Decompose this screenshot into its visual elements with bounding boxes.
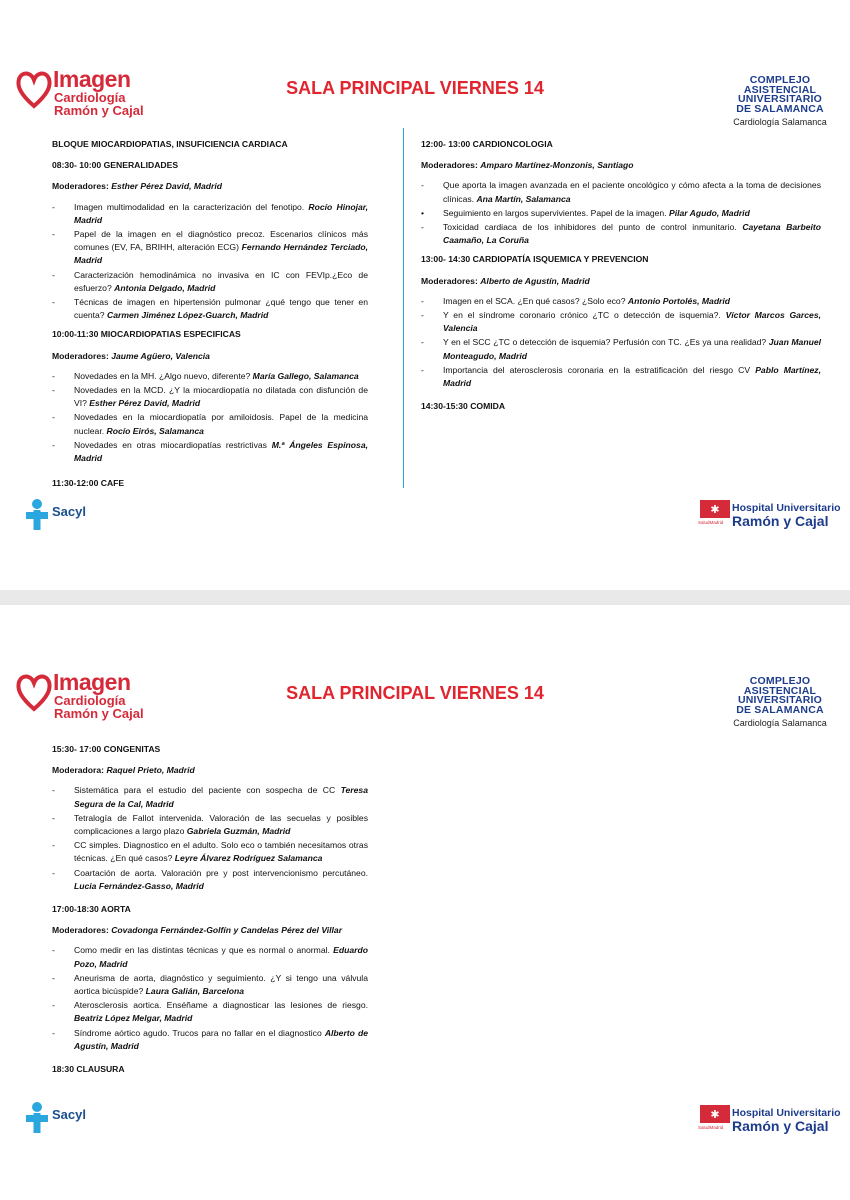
heart-icon — [16, 673, 52, 713]
speaker-name: M.ª Ángeles Espinosa, Madrid — [74, 439, 369, 464]
imagen-cardiologia-logo — [16, 68, 146, 116]
sacyl-cross-icon — [22, 1101, 52, 1135]
page-title: SALA PRINCIPAL VIERNES 14 — [286, 683, 544, 703]
talk-item: - Novedades en la miocardiopatía por amiloidosis. Papel de la medicina nuclear. Rocío Eirós, Salamanca — [52, 411, 368, 437]
talk-list — [52, 370, 368, 465]
complex-line-1: COMPLEJO — [749, 675, 811, 687]
speaker-name: Antonio Portolés, Madrid — [627, 295, 731, 306]
speaker-name: Gabriela Guzmán, Madrid — [186, 826, 291, 837]
heart-icon — [16, 70, 52, 110]
hospital-line-1: Hospital Universitario — [732, 502, 841, 514]
hospital-star-icon — [700, 1105, 730, 1125]
talk-item: - Aterosclerosis aortica. Enséñame a diagnosticar las lesiones de riesgo. Beatriz López Melgar, Madrid — [52, 999, 368, 1025]
talk-item: - Novedades en la MH. ¿Algo nuevo, diferente? María Gallego, Salamanca — [52, 370, 368, 383]
sacyl-label: Sacyl — [52, 1107, 86, 1122]
talk-item: - Papel de la imagen en el diagnóstico precoz. Escenarios clínicos más comunes (EV, FA, BRIHH, alteración ECG) Fernando Hernández Terciado, Madrid — [52, 228, 368, 268]
hospital-line-1: Hospital Universitario — [732, 1107, 841, 1119]
speaker-name: Fernando Hernández Terciado, Madrid — [74, 242, 369, 266]
speaker-name: Carmen Jiménez López-Guarch, Madrid — [106, 310, 269, 321]
program-page-1 — [0, 0, 850, 590]
complex-line-4: DE SALAMANCA — [736, 102, 824, 115]
talk-item: - Toxicidad cardiaca de los inhibidores del punto de control inmunitario. Cayetana Barbeito Caamaño, La Coruña — [421, 221, 821, 247]
talk-item: • Seguimiento en largos supervivientes. Papel de la imagen. Pilar Agudo, Madrid — [421, 207, 821, 220]
logo-word-cardiologia: Cardiología — [54, 693, 126, 708]
session-title: 17:00-18:30 AORTA — [52, 904, 131, 915]
main-column — [52, 739, 368, 1084]
talk-item: - Coartación de aorta. Valoración pre y post intervencionismo percutáneo. Lucia Fernández-Gasso, Madrid — [52, 867, 368, 893]
moderators: Moderadores: Jaume Agüero, Valencia — [52, 350, 210, 361]
talk-item: - Imagen multimodalidad en la caracterización del fenotipo. Rocío Hinojar, Madrid — [52, 201, 368, 227]
talk-item: - Técnicas de imagen en hipertensión pulmonar ¿qué tengo que tener en cuenta? Carmen Jiménez López-Guarch, Madrid — [52, 296, 368, 322]
talk-item: - Sistemática para el estudio del paciente con sospecha de CC Teresa Segura de la Cal, Madrid — [52, 784, 368, 810]
hospital-star-icon — [700, 500, 730, 520]
complejo-asistencial-logo — [722, 76, 838, 127]
logo-word-ramon-y-cajal: Ramón y Cajal — [54, 103, 144, 118]
session-title: 18:30 CLAUSURA — [52, 1064, 125, 1075]
speaker-name: Antonia Delgado, Madrid — [114, 282, 216, 293]
complex-line-1: COMPLEJO — [749, 74, 811, 86]
talk-item: - Y en el SCC ¿TC o detección de isquemia? Perfusión con TC. ¿Es ya una realidad? Juan Manuel Monteagudo, Madrid — [421, 336, 821, 362]
moderator-name: Esther Pérez David, Madrid — [111, 181, 223, 192]
talk-item: - Que aporta la imagen avanzada en el paciente oncológico y cómo afecta a la toma de decisiones clínicas. Ana Martín, Salamanca — [421, 179, 821, 205]
talk-item: - Novedades en otras miocardiopatías restrictivas M.ª Ángeles Espinosa, Madrid — [52, 439, 368, 465]
speaker-name: Laura Galián, Barcelona — [145, 986, 245, 997]
talk-list — [52, 784, 368, 893]
moderators: Moderadores: Esther Pérez David, Madrid — [52, 181, 223, 192]
complex-subtitle: Cardiología Salamanca — [733, 117, 827, 127]
speaker-name: Rocío Hinojar, Madrid — [74, 201, 369, 225]
speaker-name: Teresa Segura de la Cal, Madrid — [74, 785, 368, 809]
talk-item: - Aneurisma de aorta, diagnóstico y seguimiento. ¿Y si tengo una válvula aortica bicúspide? Laura Galián, Barcelona — [52, 972, 368, 998]
talk-list — [52, 201, 368, 323]
right-column — [421, 134, 821, 421]
logo-word-cardiologia: Cardiología — [54, 90, 126, 105]
session-title: 14:30-15:30 COMIDA — [421, 401, 506, 412]
talk-item: - Caracterización hemodinámica no invasiva en IC con FEVIp.¿Eco de esfuerzo? Antonia Delgado, Madrid — [52, 269, 368, 295]
moderators: Moderadores: Amparo Martínez-Monzonis, Santiago — [421, 160, 634, 171]
imagen-cardiologia-logo — [16, 671, 146, 719]
moderator-name: Raquel Prieto, Madrid — [106, 765, 195, 776]
speaker-name: María Gallego, Salamanca — [252, 370, 359, 381]
moderator-name: Alberto de Agustín, Madrid — [480, 275, 590, 286]
talk-item: - Imagen en el SCA. ¿En qué casos? ¿Solo eco? Antonio Portolés, Madrid — [421, 295, 821, 308]
session-title: 13:00- 14:30 CARDIOPATÍA ISQUEMICA Y PREVENCION — [421, 254, 649, 265]
logo-word-imagen: Imagen — [53, 669, 131, 695]
speaker-name: Leyre Álvarez Rodríguez Salamanca — [174, 853, 323, 864]
session-title: 15:30- 17:00 CONGENITAS — [52, 744, 161, 754]
speaker-name: Pilar Agudo, Madrid — [668, 207, 750, 218]
speaker-name: Esther Pérez David, Madrid — [89, 398, 201, 409]
talk-item: - Como medir en las distintas técnicas y que es normal o anormal. Eduardo Pozo, Madrid — [52, 944, 368, 970]
hospital-line-2: Ramón y Cajal — [732, 1118, 829, 1134]
talk-item: - Y en el síndrome coronario crónico ¿TC o detección de isquemia?. Víctor Marcos Garces, Valencia — [421, 309, 821, 335]
session-title: 11:30-12:00 CAFE — [52, 478, 125, 489]
page-title: SALA PRINCIPAL VIERNES 14 — [286, 78, 544, 98]
svg-text:✱: ✱ — [710, 503, 720, 516]
talk-item: - Importancia del aterosclerosis coronaria en la estratificación del riesgo CV Pablo Martínez, Madrid — [421, 364, 821, 390]
talk-item: - CC simples. Diagnostico en el adulto. Solo eco o también necesitamos otras técnicas. ¿En qué casos? Leyre Álvarez Rodríguez Salamanca — [52, 839, 368, 865]
talk-list — [421, 295, 821, 390]
logo-word-ramon-y-cajal: Ramón y Cajal — [54, 706, 144, 721]
speaker-name: Lucia Fernández-Gasso, Madrid — [74, 880, 204, 891]
moderator-name: Jaume Agüero, Valencia — [111, 350, 210, 361]
complex-line-4: DE SALAMANCA — [736, 703, 824, 716]
moderators: Moderadores: Covadonga Fernández-Golfín y Candelas Pérez del Villar — [52, 925, 343, 936]
moderators: Moderadora: Raquel Prieto, Madrid — [52, 765, 195, 776]
salud-madrid-label: SaludMadrid — [698, 1125, 724, 1130]
session-title: 10:00-11:30 MIOCARDIOPATIAS ESPECIFICAS — [52, 329, 241, 340]
complex-line-3: UNIVERSITARIO — [737, 694, 823, 706]
speaker-name: Beatriz López Melgar, Madrid — [74, 1013, 193, 1024]
speaker-name: Juan Manuel Monteagudo, Madrid — [443, 337, 821, 361]
speaker-name: Alberto de Agustín, Madrid — [74, 1027, 368, 1051]
left-column — [52, 134, 368, 498]
speaker-name: Víctor Marcos Garces, Valencia — [443, 310, 821, 334]
moderator-name: Covadonga Fernández-Golfín y Candelas Pérez del Villar — [111, 925, 343, 936]
logo-word-imagen: Imagen — [53, 66, 131, 92]
complex-line-2: ASISTENCIAL — [743, 684, 817, 697]
moderator-name: Amparo Martínez-Monzonis, Santiago — [480, 160, 634, 171]
speaker-name: Ana Martín, Salamanca — [476, 193, 571, 204]
session-title: 08:30- 10:00 GENERALIDADES — [52, 160, 179, 171]
sacyl-logo — [22, 1101, 122, 1135]
talk-list — [421, 179, 821, 247]
session-title: 12:00- 13:00 CARDIONCOLOGIA — [421, 139, 553, 149]
talk-item: - Tetralogía de Fallot intervenida. Valoración de las secuelas y posibles complicaciones a largo plazo Gabriela Guzmán, Madrid — [52, 812, 368, 838]
block-title: BLOQUE MIOCARDIOPATIAS, INSUFICIENCIA CARDIACA — [52, 139, 288, 149]
program-page-2 — [0, 605, 850, 1200]
speaker-name: Cayetana Barbeito Caamaño, La Coruña — [443, 222, 821, 246]
sacyl-cross-icon — [22, 498, 52, 532]
sacyl-label: Sacyl — [52, 504, 86, 519]
speaker-name: Pablo Martínez, Madrid — [443, 364, 821, 389]
talk-item: - Novedades en la MCD. ¿Y la miocardiopatía no dilatada con disfunción de VI? Esther Pérez David, Madrid — [52, 384, 368, 410]
hospital-logo — [698, 1105, 841, 1134]
hospital-logo — [698, 500, 841, 529]
svg-text:✱: ✱ — [710, 1108, 720, 1121]
complex-line-3: UNIVERSITARIO — [737, 93, 823, 105]
complex-line-2: ASISTENCIAL — [743, 83, 817, 96]
column-divider — [403, 128, 404, 488]
sacyl-logo — [22, 498, 122, 532]
complejo-asistencial-logo — [722, 677, 838, 728]
salud-madrid-label: SaludMadrid — [698, 520, 724, 525]
talk-item: - Síndrome aórtico agudo. Trucos para no fallar en el diagnostico Alberto de Agustín, Madrid — [52, 1027, 368, 1053]
talk-list — [52, 944, 368, 1053]
hospital-line-2: Ramón y Cajal — [732, 513, 829, 529]
moderators: Moderadores: Alberto de Agustín, Madrid — [421, 275, 590, 286]
speaker-name: Eduardo Pozo, Madrid — [74, 945, 368, 969]
complex-subtitle: Cardiología Salamanca — [733, 718, 827, 728]
speaker-name: Rocío Eirós, Salamanca — [106, 425, 204, 436]
